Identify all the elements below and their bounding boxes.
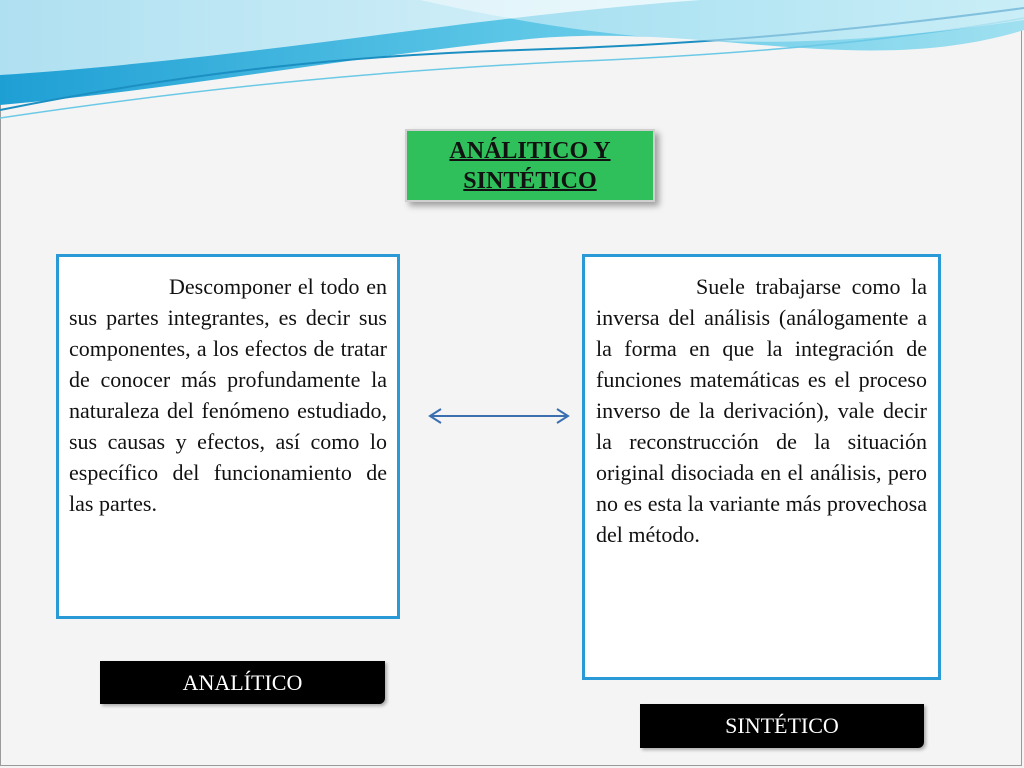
analytic-description-box	[56, 254, 400, 619]
synthetic-description-text: Suele trabajarse como la inversa del análisis (análogamente a la forma en que la integración de funciones matemáticas es el proceso inverso de la derivación), vale decir la reconstrucción de la situación original disociada en el análisis, pero no es esta la variante más provechosa del método.	[596, 274, 927, 547]
title-text	[420, 136, 640, 196]
double-arrow-icon	[425, 404, 573, 428]
title-line-1: ANÁLITICO Y	[449, 137, 611, 164]
analytic-label: ANALÍTICO	[100, 661, 385, 704]
wave-header-decoration	[0, 0, 1024, 130]
title-box	[405, 129, 655, 202]
analytic-description-text: Descomponer el todo en sus partes integrantes, es decir sus componentes, a los efectos de tratar de conocer más profundamente la naturaleza del fenómeno estudiado, sus causas y efectos, así como lo específico del funcionamiento de las partes.	[69, 274, 387, 516]
synthetic-description-box	[582, 254, 941, 680]
synthetic-label: SINTÉTICO	[640, 704, 924, 748]
title-line-2: SINTÉTICO	[463, 167, 597, 194]
